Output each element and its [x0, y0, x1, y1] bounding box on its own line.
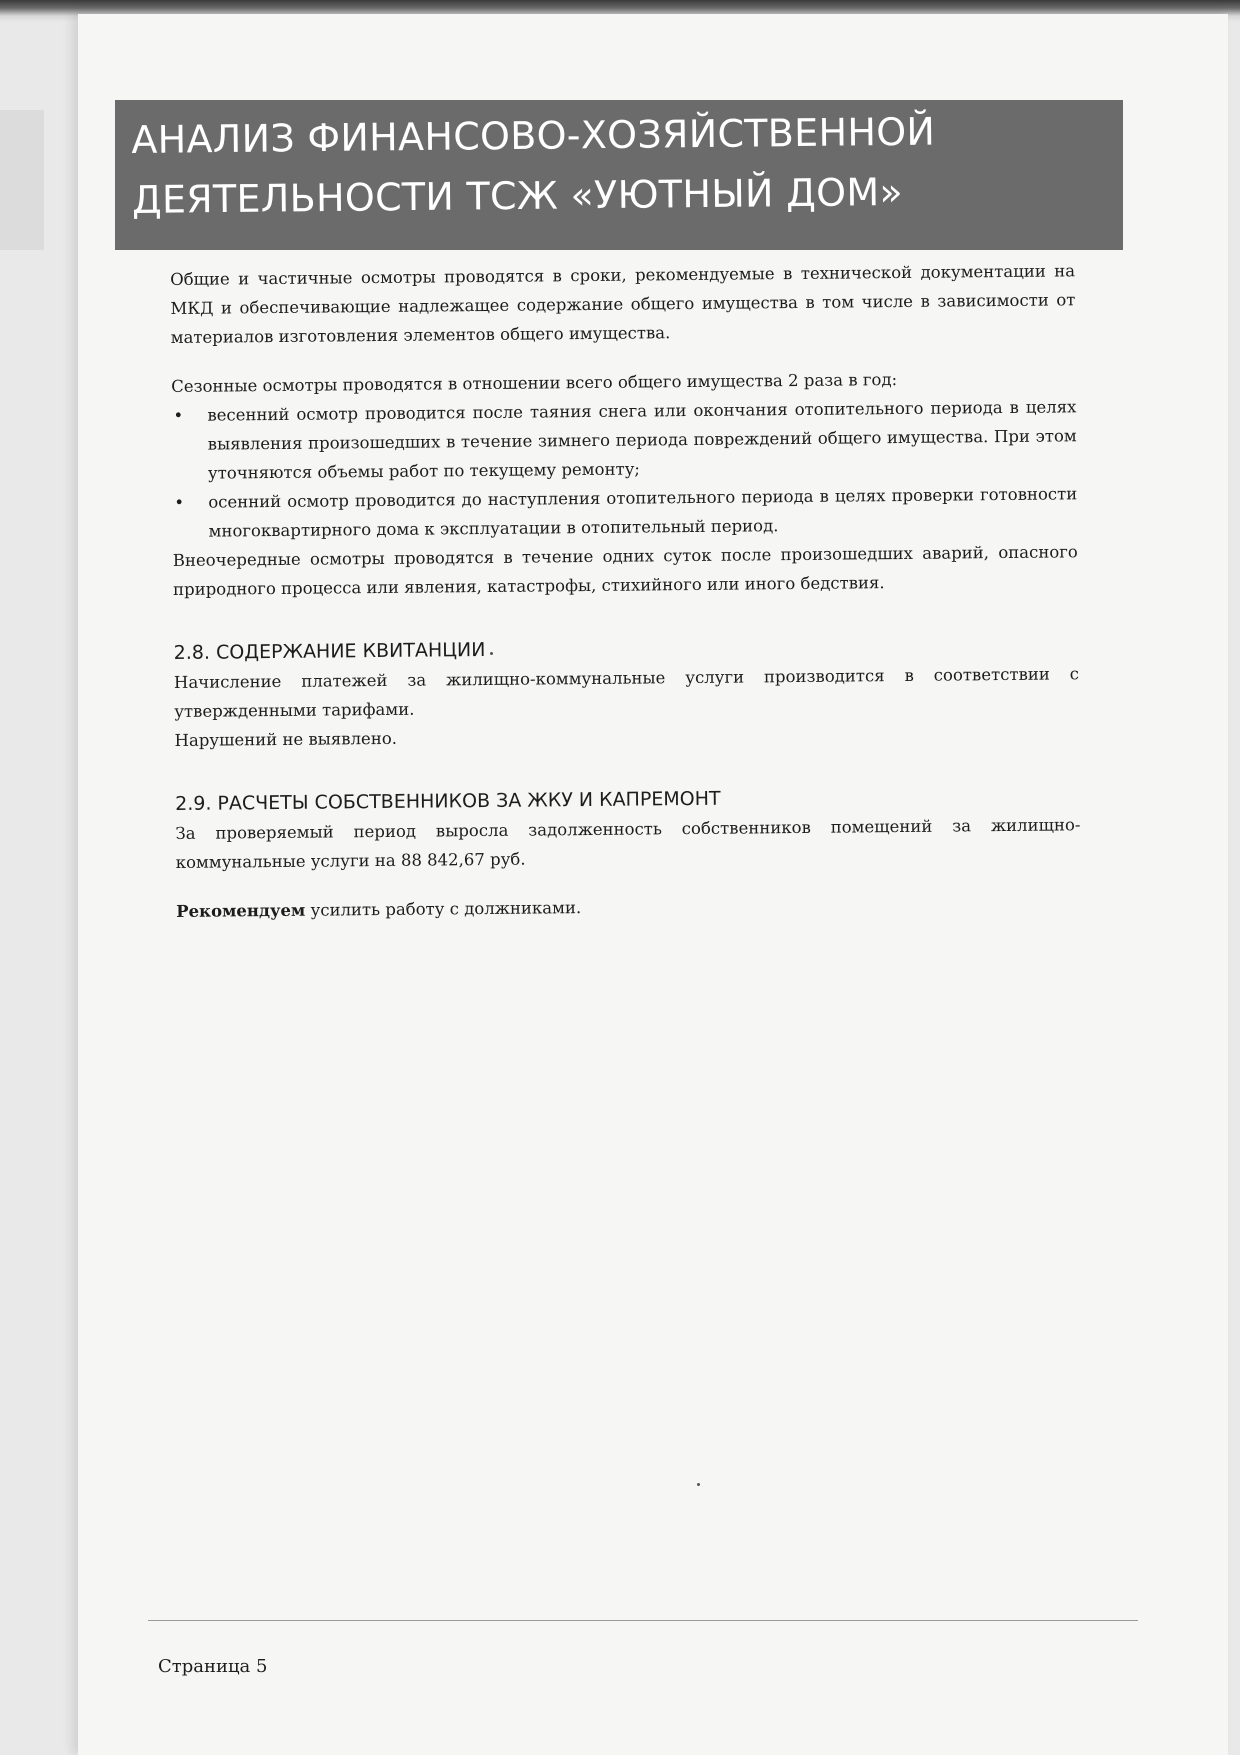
intro-paragraph-3: Внеочередные осмотры проводятся в течение одних суток после произошедших аварий, опасного природного процесса или явления, катастрофы, стихийного или иного бедствия.: [172, 542, 1078, 599]
page-number: Страница 5: [158, 1656, 268, 1677]
seasonal-inspections-list: [171, 392, 1077, 546]
list-item: [171, 392, 1077, 488]
section-heading-2-9: 2.9. РАСЧЕТЫ СОБСТВЕННИКОВ ЗА ЖКУ И КАПРЕМОНТ: [175, 787, 721, 815]
scan-margin-strip: [0, 110, 44, 250]
list-item-text: осенний осмотр проводится до наступления отопительного периода в целях проверки готовности многоквартирного дома к эксплуатации в отопительный период.: [208, 484, 1078, 541]
recommendation-text: усилить работу с должниками.: [305, 898, 582, 920]
section-2-8-paragraph-2: Нарушений не выявлено.: [174, 728, 398, 750]
intro-paragraph-1: Общие и частичные осмотры проводятся в сроки, рекомендуемые в технической документации на МКД и обеспечивающие надлежащее содержание общего имущества в том числе в зависимости от материалов изготовления элементов общего имущества.: [170, 261, 1076, 347]
list-item: [172, 479, 1078, 546]
scan-speck: [490, 652, 493, 655]
document-body: [170, 256, 1081, 926]
footer-divider: [148, 1620, 1138, 1621]
section-2-9-paragraph-1: За проверяемый период выросла задолженность собственников помещений за жилищно-коммунальные услуги на 88 842,67 руб.: [175, 815, 1081, 872]
header-banner: [115, 100, 1123, 250]
bullet-icon: •: [173, 405, 184, 425]
section-heading-2-8: 2.8. СОДЕРЖАНИЕ КВИТАНЦИИ: [173, 638, 486, 664]
list-item-text: весенний осмотр проводится после таяния снега или окончания отопительного периода в целях выявления произошедших в течение зимнего периода повреждений общего имущества. При этом уточняются объемы работ по текущему ремонту;: [207, 397, 1077, 483]
scan-speck: [697, 1483, 700, 1486]
recommendation-emphasis: Рекомендуем: [176, 900, 306, 921]
section-2-8-paragraph-1: Начисление платежей за жилищно-коммунальные услуги производится в соответствии с утвержденными тарифами.: [173, 664, 1080, 721]
intro-paragraph-2: Сезонные осмотры проводятся в отношении всего общего имущества 2 раза в год:: [171, 370, 898, 396]
page-title: АНАЛИЗ ФИНАНСОВО-ХОЗЯЙСТВЕННОЙ ДЕЯТЕЛЬНОСТИ ТСЖ «УЮТНЫЙ ДОМ»: [131, 109, 936, 222]
bullet-icon: •: [174, 492, 185, 512]
